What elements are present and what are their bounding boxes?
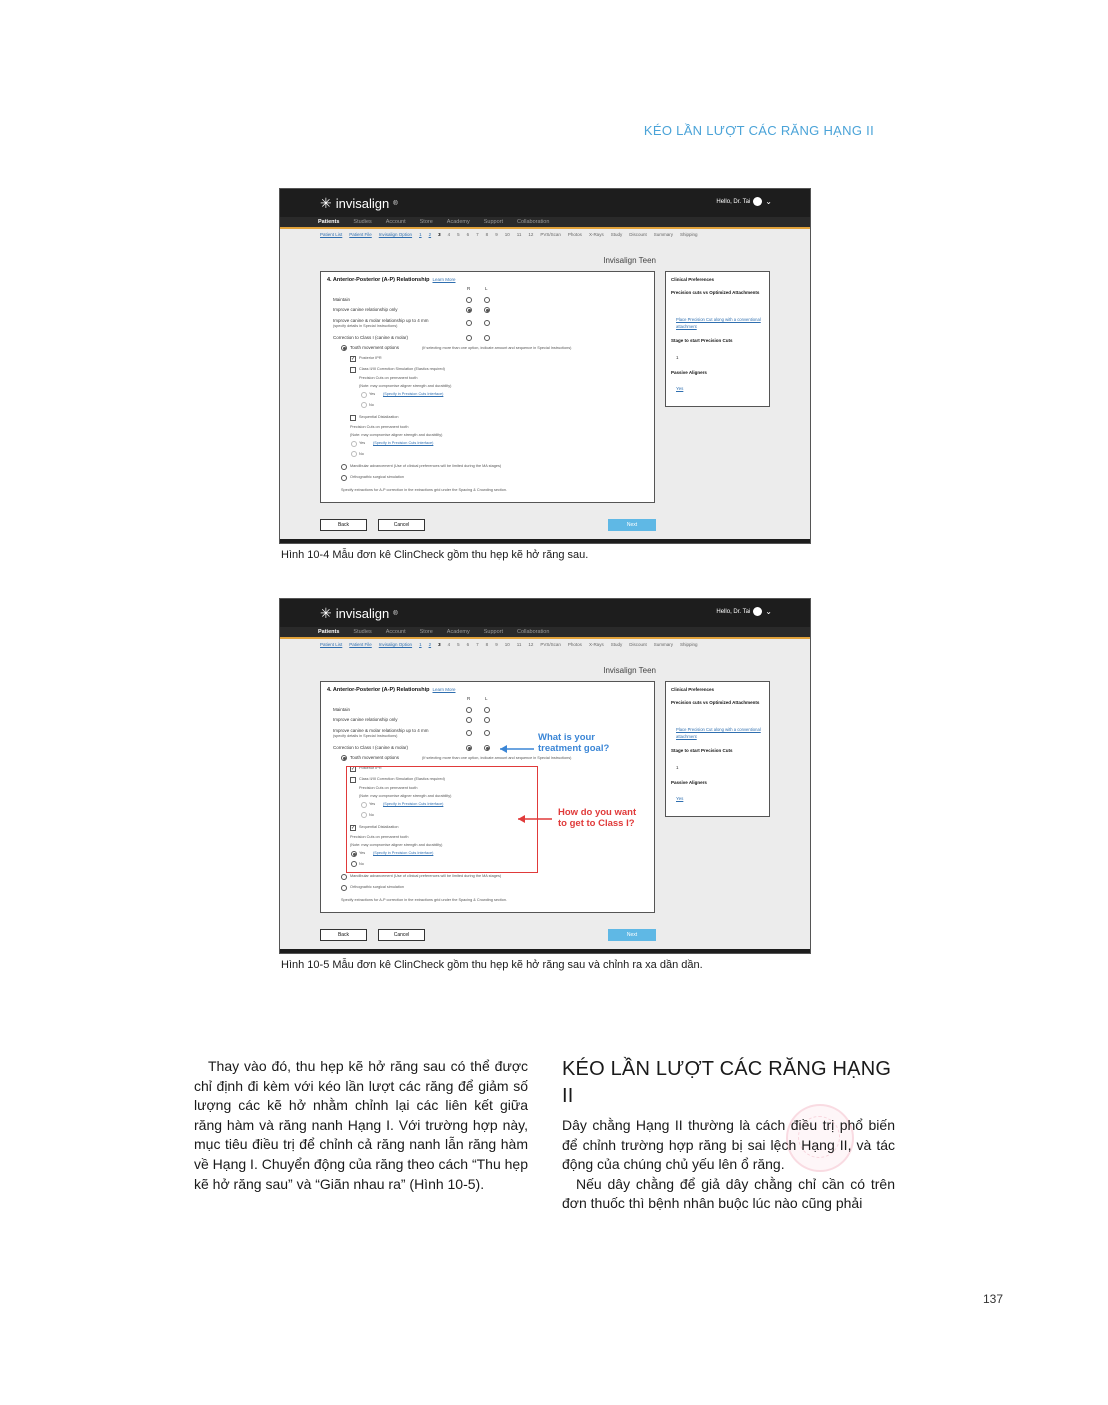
invisalign-logo: ✳ invisalign ® <box>320 605 398 621</box>
side-passive-label: Passive Aligners <box>671 780 707 785</box>
step-link[interactable]: Patient File <box>349 642 372 647</box>
precision-note-1: (Note: may compromise aligner strength and durability) <box>359 384 452 388</box>
precision-cuts-label-1: Precision Cuts on permanent tooth <box>359 786 418 790</box>
step-tab[interactable]: PVS/Scan <box>540 642 561 647</box>
side-precision-label: Precision cuts vs Optimized Attachments <box>671 290 760 295</box>
improve-canine-r-radio[interactable] <box>466 307 472 313</box>
step-number[interactable]: 12 <box>528 642 534 647</box>
correction-l-radio[interactable] <box>484 335 490 341</box>
precision-yes-label-1: Yes <box>369 802 376 806</box>
invisalign-logo: ✳ invisalign ® <box>320 195 398 211</box>
orthognathic-radio[interactable] <box>341 885 347 891</box>
highlight-box <box>346 766 538 873</box>
precision-yes-radio-2[interactable] <box>351 441 357 447</box>
step-number[interactable]: 7 <box>476 232 479 237</box>
main-nav <box>280 627 810 639</box>
step-number[interactable]: 1 <box>419 232 422 237</box>
specify-link-2[interactable]: (Specify in Precision Cuts Interface) <box>373 851 434 855</box>
precision-no-label-1: No <box>369 403 374 407</box>
avatar[interactable] <box>753 607 762 616</box>
improve-molar-r-radio[interactable] <box>466 730 472 736</box>
step-number[interactable]: 5 <box>457 232 460 237</box>
step-bar <box>280 229 810 240</box>
side-stage-label: Stage to start Precision Cuts <box>671 338 733 343</box>
cancel-button[interactable]: Cancel <box>378 519 425 531</box>
nav-item[interactable]: Academy <box>446 629 470 635</box>
screenshot-figure-10-4 <box>279 188 811 544</box>
step-number[interactable]: 12 <box>528 232 534 237</box>
correction-label: Correction to Class I (canine & molar) <box>333 335 409 340</box>
side-passive-value[interactable]: Yes <box>676 386 684 391</box>
class-correction-checkbox[interactable] <box>350 367 356 373</box>
cancel-button[interactable]: Cancel <box>378 929 425 941</box>
maintain-l-radio[interactable] <box>484 297 490 303</box>
learn-more-link[interactable]: Learn More <box>432 687 456 692</box>
learn-more-link[interactable]: Learn More <box>432 277 456 282</box>
precision-yes-label-2: Yes <box>359 441 366 445</box>
precision-yes-radio-1[interactable] <box>361 392 367 398</box>
product-name: Invisalign Teen <box>603 256 656 265</box>
bottom-bar <box>280 539 810 543</box>
mandibular-label: Mandibular advancement (Use of clinical preferences will be limited during the MA stages) <box>350 874 502 878</box>
step-number[interactable]: 11 <box>516 642 522 647</box>
user-greeting[interactable] <box>716 197 772 206</box>
class-correction-label: Class II/III Correction Simulation (Elastics required) <box>359 367 445 371</box>
side-stage-value: 1 <box>676 355 679 360</box>
tooth-movement-label: Tooth movement options <box>350 755 400 760</box>
improve-molar-note: (specify details in Special Instructions) <box>333 734 398 738</box>
step-number[interactable]: 7 <box>476 642 479 647</box>
sequential-label: Sequential Distalization <box>359 825 399 829</box>
class-correction-label: Class II/III Correction Simulation (Elastics required) <box>359 777 445 781</box>
sequential-checkbox[interactable] <box>350 415 356 421</box>
page-number: 137 <box>983 1292 1004 1306</box>
specify-link-2[interactable]: (Specify in Precision Cuts Interface) <box>373 441 434 445</box>
nav-item[interactable]: Support <box>483 629 503 635</box>
posterior-ipr-checkbox[interactable]: ✓ <box>351 766 356 772</box>
step-link[interactable]: Patient List <box>320 642 343 647</box>
tooth-movement-radio[interactable] <box>341 755 347 761</box>
caption-figure-10-4: Hình 10-4 Mẫu đơn kê ClinCheck gồm thu hẹp kẽ hở răng sau. <box>281 549 589 561</box>
step-tab[interactable]: Shipping <box>680 642 698 647</box>
ap-relationship-panel <box>320 271 655 503</box>
section-heading: KÉO LẦN LƯỢT CÁC RĂNG HẠNG II <box>562 1058 892 1107</box>
precision-yes-label-1: Yes <box>369 392 376 396</box>
back-button[interactable]: Back <box>320 519 367 531</box>
tooth-movement-radio[interactable] <box>341 345 347 351</box>
improve-molar-note: (specify details in Special Instructions) <box>333 324 398 328</box>
step-number[interactable]: 2 <box>428 232 432 237</box>
annotation-treatment-goal: What is your treatment goal? <box>538 732 610 754</box>
section-title: 4. Anterior-Posterior (A-P) Relationship Learn More <box>327 277 456 283</box>
improve-canine-label: Improve canine relationship only <box>333 307 398 312</box>
side-passive-value[interactable]: Yes <box>676 796 684 801</box>
step-link[interactable]: Patient List <box>320 232 343 237</box>
improve-molar-label: Improve canine & molar relationship up to 4 mm <box>333 318 429 323</box>
top-bar <box>280 599 810 627</box>
improve-canine-label: Improve canine relationship only <box>333 717 398 722</box>
nav-item[interactable]: Support <box>483 219 503 225</box>
precision-cuts-label-2: Precision Cuts on permanent tooth <box>350 835 409 839</box>
precision-note-1: (Note: may compromise aligner strength and durability) <box>359 794 452 798</box>
improve-molar-r-radio[interactable] <box>466 320 472 326</box>
step-number[interactable]: 10 <box>504 232 510 237</box>
left-paragraph: Thay vào đó, thu hẹp kẽ hở răng sau có thể được chỉ định đi kèm với kéo lần lượt các răng để giảm số lượng các kẽ hở nhằm chỉnh lại các liên kết giữa răng hàm và răng nanh Hạng I. Với trường hợp này, mục tiêu điều trị để chỉnh cả răng nanh lẫn răng hàm về Hạng I. Chuyển động của răng theo cách “Thu hẹp kẽ hở răng sau” và “Giãn nhau ra” (Hình 10-5). <box>194 1058 528 1192</box>
improve-canine-l-radio[interactable] <box>484 307 490 313</box>
greeting-text: Hello, Dr. Tai <box>716 198 751 205</box>
brand-name: invisalign <box>335 606 390 621</box>
improve-molar-l-radio[interactable] <box>484 320 490 326</box>
maintain-l-radio[interactable] <box>484 707 490 713</box>
nav-item[interactable]: Studies <box>353 629 372 635</box>
step-number[interactable]: 1 <box>419 642 422 647</box>
brand-name: invisalign <box>335 196 390 211</box>
precision-cuts-label-1: Precision Cuts on permanent tooth <box>359 376 418 380</box>
improve-molar-l-radio[interactable] <box>484 730 490 736</box>
step-tab[interactable]: Study <box>610 232 623 237</box>
side-passive-label: Passive Aligners <box>671 370 707 375</box>
step-tab[interactable]: X-Rays <box>588 642 604 647</box>
section-title: 4. Anterior-Posterior (A-P) Relationship Learn More <box>327 687 456 693</box>
step-tab[interactable]: X-Rays <box>588 232 604 237</box>
bottom-bar <box>280 949 810 953</box>
running-head: KÉO LẦN LƯỢT CÁC RĂNG HẠNG II <box>643 123 874 138</box>
improve-canine-l-radio[interactable] <box>484 717 490 723</box>
step-number[interactable]: 3 <box>438 642 441 647</box>
next-button[interactable]: Next <box>608 929 656 941</box>
step-tab[interactable]: Shipping <box>680 232 698 237</box>
nav-item[interactable]: Store <box>419 219 433 225</box>
posterior-ipr-label: Posterior IPR <box>359 356 382 360</box>
nav-item[interactable]: Store <box>419 629 433 635</box>
correction-l-radio[interactable] <box>484 745 490 751</box>
step-number[interactable]: 5 <box>457 642 460 647</box>
step-tab[interactable]: Photos <box>567 642 582 647</box>
sequential-checkbox[interactable]: ✓ <box>351 825 356 831</box>
step-number[interactable]: 11 <box>516 232 522 237</box>
side-precision-label: Precision cuts vs Optimized Attachments <box>671 700 760 705</box>
step-number[interactable]: 8 <box>485 642 489 647</box>
precision-no-label-1: No <box>369 813 374 817</box>
mandibular-label: Mandibular advancement (Use of clinical preferences will be limited during the MA stages) <box>350 464 502 468</box>
step-number[interactable]: 9 <box>495 642 498 647</box>
star-burst-icon: ✳ <box>320 605 332 621</box>
extractions-note: Specify extractions for A-P correction in the extractions grid under the Spacing & Crowding section. <box>341 898 508 902</box>
top-bar <box>280 189 810 217</box>
annotation-class-i: How do you want to get to Class I? <box>558 807 637 829</box>
specify-link-1[interactable]: (Specify in Precision Cuts Interface) <box>383 802 444 806</box>
step-number[interactable]: 4 <box>447 232 451 237</box>
step-tab[interactable]: Photos <box>567 232 582 237</box>
correction-r-radio[interactable] <box>466 745 472 751</box>
screenshot-figure-10-5 <box>279 598 811 954</box>
step-number[interactable]: 8 <box>485 232 489 237</box>
clinical-preferences-panel <box>665 681 770 817</box>
step-bar <box>280 639 810 650</box>
tooth-movement-label: Tooth movement options <box>350 345 400 350</box>
col-l-label: L <box>485 696 488 701</box>
col-l-label: L <box>485 286 488 291</box>
nav-item[interactable]: Collaboration <box>517 219 550 225</box>
correction-label: Correction to Class I (canine & molar) <box>333 745 409 750</box>
tooth-movement-note: (If selecting more than one option, indicate amount and sequence in Special Instructions) <box>422 346 572 350</box>
user-greeting[interactable] <box>716 607 772 616</box>
side-place-link[interactable]: Place Precision Cut along with a conventional attachment <box>676 727 761 739</box>
nav-item[interactable]: Account <box>385 629 406 635</box>
precision-cuts-label-2: Precision Cuts on permanent tooth <box>350 425 409 429</box>
step-tab[interactable]: Summary <box>653 232 673 237</box>
step-link[interactable]: Patient File <box>349 232 372 237</box>
sequential-label: Sequential Distalization <box>359 415 399 419</box>
maintain-r-radio[interactable] <box>466 707 472 713</box>
side-place-link[interactable]: Place Precision Cut along with a conventional attachment <box>676 317 761 329</box>
main-nav <box>280 217 810 229</box>
right-paragraph-1: Dây chằng Hạng II thường là cách điều trị phổ biến để chỉnh trường hợp răng bị sai lệch Hạng II, và tác động của chúng chủ yếu lên ổ răng. <box>562 1117 895 1173</box>
step-number[interactable]: 6 <box>466 232 470 237</box>
precision-no-radio-2[interactable] <box>351 451 357 457</box>
precision-note-2: (Note: may compromise aligner strength and durability) <box>350 433 443 437</box>
step-tab[interactable]: Study <box>610 642 623 647</box>
posterior-ipr-label: Posterior IPR <box>359 766 382 770</box>
side-title: Clinical Preferences <box>671 277 715 282</box>
star-burst-icon: ✳ <box>320 195 332 211</box>
improve-canine-r-radio[interactable] <box>466 717 472 723</box>
step-tab[interactable]: Summary <box>653 642 673 647</box>
orthognathic-radio[interactable] <box>341 475 347 481</box>
col-r-label: R <box>467 286 471 291</box>
precision-no-label-2: No <box>359 862 364 866</box>
precision-no-radio-1[interactable] <box>361 402 367 408</box>
step-link[interactable]: Invisalign Option <box>378 642 413 647</box>
precision-yes-label-2: Yes <box>359 851 366 855</box>
right-column <box>562 1116 895 1214</box>
step-tab[interactable]: Discount <box>629 232 647 237</box>
col-r-label: R <box>467 696 471 701</box>
nav-item[interactable]: Patients <box>318 219 340 225</box>
orthognathic-label: Orthognathic surgical simulation <box>350 475 405 479</box>
caption-figure-10-5: Hình 10-5 Mẫu đơn kê ClinCheck gồm thu hẹp kẽ hở răng sau và chỉnh ra xa dần dần. <box>281 959 703 971</box>
step-number[interactable]: 9 <box>495 232 498 237</box>
nav-item[interactable]: Patients <box>318 629 340 635</box>
greeting-text: Hello, Dr. Tai <box>716 608 751 615</box>
step-number[interactable]: 3 <box>438 232 441 237</box>
specify-link-1[interactable]: (Specify in Precision Cuts Interface) <box>383 392 444 396</box>
nav-item[interactable]: Collaboration <box>517 629 550 635</box>
avatar[interactable] <box>753 197 762 206</box>
mandibular-radio[interactable] <box>341 464 347 470</box>
ap-relationship-panel <box>320 681 655 913</box>
maintain-r-radio[interactable] <box>466 297 472 303</box>
clinical-preferences-panel <box>665 271 770 407</box>
orthognathic-label: Orthognathic surgical simulation <box>350 885 405 889</box>
step-number[interactable]: 4 <box>447 642 451 647</box>
posterior-ipr-checkbox[interactable]: ✓ <box>351 356 356 362</box>
nav-item[interactable]: Studies <box>353 219 372 225</box>
next-button[interactable]: Next <box>608 519 656 531</box>
precision-no-label-2: No <box>359 452 364 456</box>
maintain-label: Maintain <box>333 297 351 302</box>
precision-note-2: (Note: may compromise aligner strength and durability) <box>350 843 443 847</box>
step-number[interactable]: 6 <box>466 642 470 647</box>
nav-item[interactable]: Academy <box>446 219 470 225</box>
right-paragraph-2: Nếu dây chằng để giả dây chằng chỉ cần có trên đơn thuốc thì bệnh nhân buộc lúc nào cũng phải <box>562 1175 895 1212</box>
back-button[interactable]: Back <box>320 929 367 941</box>
step-number[interactable]: 2 <box>428 642 432 647</box>
side-stage-label: Stage to start Precision Cuts <box>671 748 733 753</box>
left-column <box>194 1057 528 1194</box>
step-tab[interactable]: PVS/Scan <box>540 232 561 237</box>
chevron-down-icon[interactable]: ⌄ <box>765 197 772 206</box>
tooth-movement-note: (If selecting more than one option, indicate amount and sequence in Special Instructions) <box>422 756 572 760</box>
nav-item[interactable]: Account <box>385 219 406 225</box>
side-stage-value: 1 <box>676 765 679 770</box>
product-name: Invisalign Teen <box>603 666 656 675</box>
step-tab[interactable]: Discount <box>629 642 647 647</box>
correction-r-radio[interactable] <box>466 335 472 341</box>
maintain-label: Maintain <box>333 707 351 712</box>
step-link[interactable]: Invisalign Option <box>378 232 413 237</box>
chevron-down-icon[interactable]: ⌄ <box>765 607 772 616</box>
improve-molar-label: Improve canine & molar relationship up to 4 mm <box>333 728 429 733</box>
mandibular-radio[interactable] <box>341 874 347 880</box>
side-title: Clinical Preferences <box>671 687 715 692</box>
step-number[interactable]: 10 <box>504 642 510 647</box>
extractions-note: Specify extractions for A-P correction in the extractions grid under the Spacing & Crowding section. <box>341 488 508 492</box>
